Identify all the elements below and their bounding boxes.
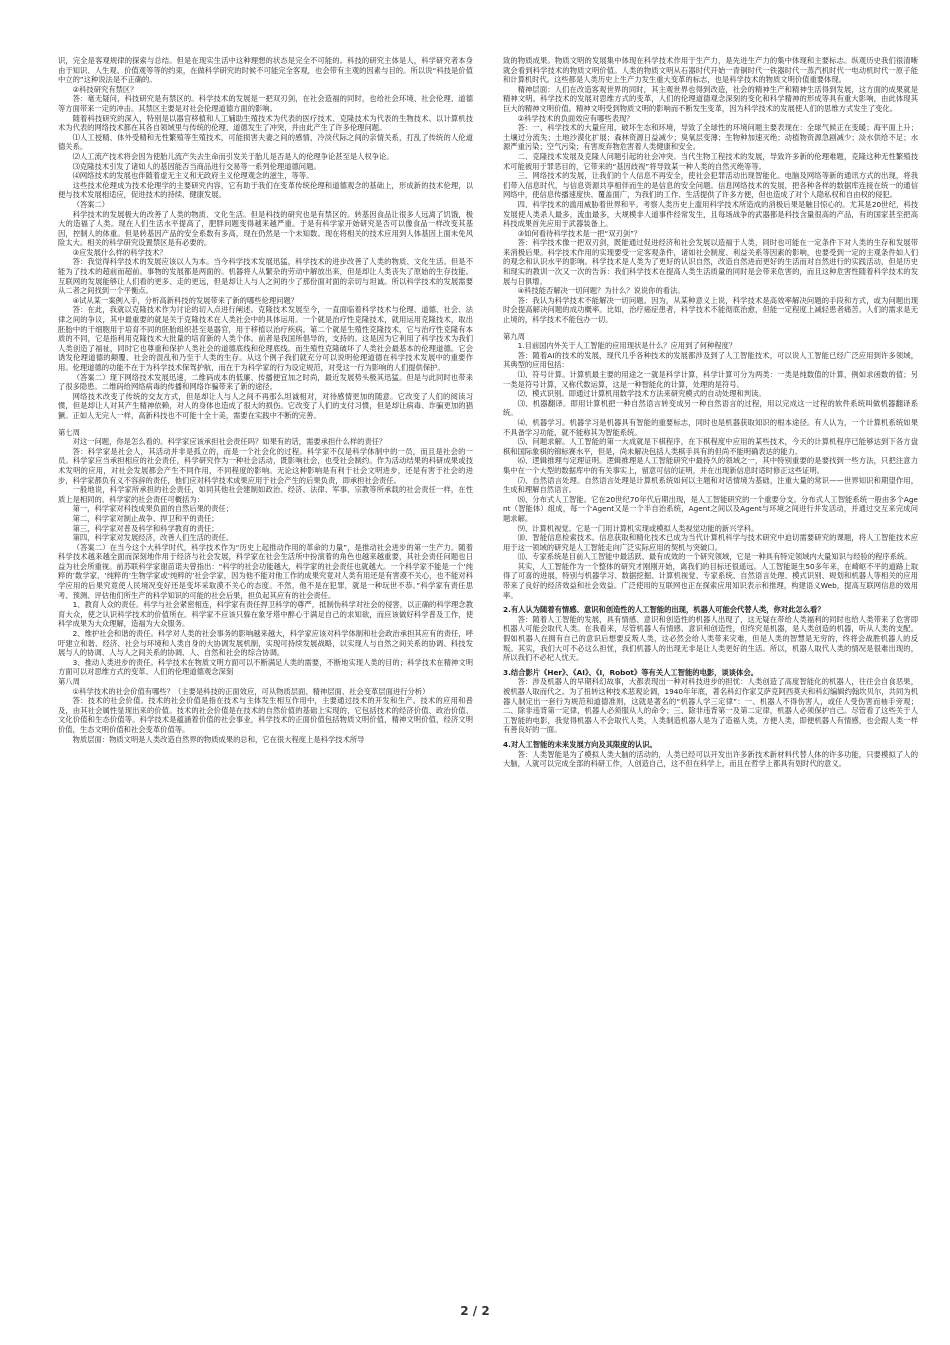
paragraph: 四、科学技术的滥用威胁着世界和平。考察人类历史上滥用科学技术所造成的消极后果是触目惊心的。尤其是20世纪，科技发展使人类杀人最多，流血最多，大规模非人道事件经常发生，且每场战争的武器都是科技含量很高的产品，有的国家甚至把高科技成果首先应用于武器装备上。: [503, 199, 918, 229]
paragraph: 第三，科学家对普及科学和科学教育的责任；: [72, 523, 219, 533]
paragraph: ⑽、智能信息检索技术。信息获取和精化技术已成为当代计算机科学与技术研究中迫切需要研究的课题，将人工智能技术应用于这一领域的研究是人工智能走向广泛实际应用的契机与突破口。: [503, 533, 918, 552]
paragraph: ⑷、机器学习。机器学习是机器具有智能的重要标志，同时也是机器获取知识的根本途径。有人认为，一个计算机系统如果不具备学习功能，就不能称其为智能系统。: [503, 417, 918, 437]
paragraph: （答案二）: [72, 199, 110, 209]
paragraph: 对这一问题，你是怎么看的。科学家应该承担社会责任吗？如果有的话，需要承担什么样的责任？: [72, 437, 387, 447]
paragraph: ⑺、自然语言处理。自然语言处理是计算机系统如何以主题和对话情境为基础，注重大量的常识——世界知识和期望作用，生成和理解自然语言。: [503, 475, 918, 495]
paragraph: 2、维护社会和谐的责任。科学对人类的社会事务的影响越来越大，科学家应该对科学体制和社会政治承担其应有的责任，呼吁建立和谐、经济、社会与环境和人类自身的大协调发展机制，实现可持续发展战略，以实现人与自然之间关系的协调、科技发展与人的协调、人与人之间关系的协调、人、自然和社会的综合协调。: [58, 629, 473, 658]
paragraph: 答：技术的社会价值。技术的社会价值是指在技术与主体发生相互作用中，主要通过技术的开发和生产、技术的应用和普及，由其社会属性显现出来的价值。技术的社会价值是在技术的自然价值的基础上实现的，它包括技术的经济价值、政治价值、文化价值和生态价值等。科学技术是蕴涵着价值的社会事业，科学技术的正面价值包括物质文明价值，精神文明价值，经济文明价值，生态文明价值和社会变革价值等。: [58, 696, 473, 734]
paragraph: 致的物质成果。物质文明的发展集中体现在科学技术作用于生产力，是先进生产力的集中体现和主要标志。纵观历史我们很清晰就会看到科学技术的物质文明价值。人类的物质文明从石器时代开始一青铜时代一铁器时代一蒸汽机时代一电动机时代一原子能和计算机时代。这些都是人类历史上生产力发生重大变革的标志，也是科学技术的物质文明价值重要体现。: [503, 56, 918, 85]
paragraph: ⑹、逻辑推理与定理证明。逻辑推理是人工智能研究中最持久的领域之一，其中特别重要的是要找到一些方法，只把注意力集中在一个大型的数据库中的有关事实上，留意可信的证明，并在出现新信息时适时修正这些证明。: [503, 456, 918, 475]
section-gap: [503, 325, 918, 332]
paragraph: 答：在此，我就以克隆技术作为讨论的切入点进行阐述。克隆技术发展至今，一直面临着科学技术与伦理、道德、社会、法律之间的争议，其中最重要的就是关于克隆技术在人类社会中的具体运用。一个就是治疗性克隆技术，就用运用克隆技术，取出胚胎中的干细胞用于培育不同的胚胎组织甚至是器官，用于移植以治疗疾病。第二个就是生殖性克隆技术，它与治疗性克隆有本质的不同，它是指利用克隆技术大批量的培育新的人类个体。前者是我国所倡导的，支持的。这是因为它利用了科学技术为我们人类创造了福祉，同时它也尊重和保护人类社会的道德底线和伦理底线。而生殖性克隆破坏了人类社会最基本的伦理道德。它会诱发伦理道德的颠覆、社会的混乱和乃至于人类的生存。从这个例子我们就充分可以说明伦理道德在科学技术发展中的重要作用。伦理道德的功能不在于为科学技术保驾护航，而在于为科学家的行为设定规范，对受这一行为影响的人们提供保护。: [58, 305, 473, 372]
paragraph: 1.目前国内外关于人工智能的应用现状是什么？应用到了何种程度？: [517, 341, 737, 351]
paragraph: ①科学技术的社会价值有哪些？（主要是科技的正面效应，可从物质层面、精神层面、社会变革层面进行分析）: [72, 686, 430, 696]
paragraph: 答：随着人工智能的发展，具有情感、意识和创造性的机器人出现了，这无疑在带给人类福利的同时也给人类带来了危害即机器人可能会取代人类。在我看来，尽管机器人有情感、意识和创造性，但终究是机器，是人类创造的机器，听从人类的支配。假如机器人在拥有自己的意识后想要反叛人类，这必然会给人类带来灾难，但是人类的智慧是无穷的，终将会战胜机器人的反叛。其实，我们大可不必这么担忧，我们机器人的出现无非是让人类更好的生活。所以，机器人取代人类的情况是很难出现的，所以我们不必杞人忧天。: [503, 614, 918, 663]
paragraph: 答：人类智能是为了模拟人类大脑的活动的，人类已经可以开发出许多新技术新材料代替人体的许多功能，只要模拟了人的大脑，人就可以完成全部的科研工作，人创造自己，这不但在科学上，而且在哲学上都具有划时代的意义。: [503, 749, 918, 769]
paragraph: ⑵人工流产技术将会因为使胎儿流产失去生命而引发关于胎儿是否是人的伦理争论甚至是人权争论。: [72, 151, 394, 161]
left-column: [58, 56, 473, 744]
page-number: 2 / 2: [460, 1304, 490, 1318]
paragraph: 答：随着AI的技术的发展，现代几乎各种技术的发展都涉及到了人工智能技术，可以说人工智能已经广泛应用到许多领域，其典型的应用包括：: [503, 350, 918, 370]
question-heading: 3.结合影片《Her》、《AI》、《I，Robot》等有关人工智能的电影，谈谈体会。: [503, 667, 758, 677]
paragraph: 答：科学家是社会人，其活动并非是孤立的，而是一个社会化的过程。科学家不仅是科学体制中的一员，而且是社会的一员。科学家应当承担相应的社会责任，科学研究作为一种社会活动，既影响社会，也受社会制约。作为活动结果的科研成果或技术发明的应用，对社会发展都会产生不同作用，不同程度的影响。无论这种影响是有利于社会文明进步，还是有害于社会的进步，科学家都负有义不容辞的责任，他们应对科学技术成果应用于社会产生的后果负责，即承担社会责任。: [58, 446, 473, 485]
paragraph: ③如何看待科学技术是一把“双刃剑”？: [517, 228, 642, 238]
paragraph: ③应发展什么样的科学技术？: [72, 247, 167, 257]
paragraph: 精神层面：人们在改造客观世界的同时，其主观世界也得到改造，社会的精神生产和精神生活得到发展，这方面的成果就是精神文明。科学技术的发展对思维方式的变革，人们的伦理道德观念深刻的变化和科学精神的形成等具有重大影响，由此体现其巨大的精神文明价值。精神文明受到物质文明的影响而不断发生变革，因为科学技术的发展使人们的思维方式发生了变化。: [503, 84, 918, 113]
paragraph: 第四，科学家对发展经济，改善人们生活的责任。: [72, 533, 234, 543]
paragraph: ⑴人工授精、体外受精和无性繁殖等生殖技术，可能损害夫妻之间的感情，冷淡代际之间的亲情关系，打乱了传统的人伦道德关系。: [58, 132, 473, 152]
paragraph: 识，完全是客观规律的探索与总结。但是在现实生活中这种理想的状态是完全不可能的。科技的研究主体是人，科学研究者本身由于知识、人生观、价值观等等的约束，在做科学研究的时候不可能完全客观，也会带有主观的因素与目的。所以说“科技是价值中立的”这种说法是不正确的。: [58, 56, 473, 85]
paragraph: ⑶、机器翻译。即用计算机把一种自然语言转变成另一种自然语言的过程，用以完成这一过程的软件系统叫做机器翻译系统。: [503, 398, 918, 418]
paragraph: 3、推动人类进步的责任。科学技术在物质文明方面可以不断满足人类的需要，不断地实现人类的目的；科学技术在精神文明方面可以对思维方式的变革、人们的伦理道德观念深刻: [58, 657, 473, 677]
paragraph: 网络技术改变了传统的交友方式，但是却让人与人之间不再那么坦诚相对，对待感情更加的随意。它改变了人们的阅读习惯，但是却让人对其产生精神依赖，对人的身体也造成了很大的损伤。它改变了人们的支付习惯，但是却让病毒、诈骗更加的猖獗。正如人无完人一样，高新科技也不可能十全十美，需要在实践中不断的完善。: [58, 391, 473, 420]
paragraph: ⑻、分布式人工智能。它在20世纪70年代后期出现，是人工智能研究的一个重要分支。分布式人工智能系统一般由多个Agent（智能体）组成，每一个Agent又是一个半自治系统，Agent之间以及Agent与环境之间进行并发活动，并通过交互来完成问题求解。: [503, 494, 918, 523]
paragraph: 随着科技研究的深入，特别是以器官移植和人工辅助生殖技术为代表的医疗技术、克隆技术为代表的生物技术、以计算机技术为代表的网络技术都在其各自领域里与传统的伦理、道德发生了冲突，并由此产生了许多伦理问题。: [58, 113, 473, 133]
question-heading: 4.对人工智能的未来发展方向及其限度的认识。: [503, 739, 657, 749]
paragraph: 答：科学技术像一把双刃剑，既能通过促进经济和社会发展以造福于人类，同时也可能在一定条件下对人类的生存和发展带来消极后果。科学技术作用的实现要受一定客观条件，诸如社会制度、利益关系等因素的影响，也要受到一定的主观条件如人们的观念和认识水平的影响。科学技术是人类为了更好的认识自然，改造自然进而更好的生活而对自然进行的实践活动，但是历史和现实的教训一次又一次的告诉：我们科学技术在提高人类生活质量的同时是会带来危害的，而且这种危害性随着科学技术的发展与日俱增。: [503, 238, 918, 286]
question-heading: 2.有人认为随着有情感、意识和创造性的人工智能的出现，机器人可能会代替人类，你对此怎么看？: [503, 605, 825, 615]
paragraph: ②科学技术的负面效应有哪些表现？: [517, 113, 634, 123]
paragraph: ⑼、计算机视觉。它是一门用计算机实现或模拟人类视觉功能的新兴学科。: [517, 523, 759, 533]
paragraph: （答案二）现下网络技术发展迅速，二维码成本的低廉、传播便宜加之时尚，最近发展势头极其迅猛。但是与此同时也带来了很多隐患。二维码给网络病毒的传播和网络诈骗带来了新的途径。: [58, 372, 473, 392]
paragraph: 第九周: [503, 331, 525, 341]
paragraph: ⑶克隆技术引发了诸如人的基因能否当商品进行交易等一系列伦理道德问题。: [72, 161, 321, 171]
paragraph: 第一，科学家对科技成果负面的自然后果的责任；: [72, 504, 234, 514]
paragraph: 三、网络技术的发展，让我们的个人信息不再安全，使社会犯罪活动出现智能化。电脑及网络等新的通讯方式的出现，将我们带入信息时代，与信息资源共享相伴而生的是信息的安全问题。信息网络技术的发展，把各种各样的数据库连接在统一的通信网络中，使信息传播速度快、覆盖面广，为我们的工作、生活提供了许多方便，但也造成了对个人隐私权和自由权的侵犯。: [503, 171, 918, 200]
paragraph: 1、教育人众的责任。科学与社会紧密相连，科学家有责任捍卫科学的尊严，抵制伪科学对社会的侵害，以正确的科学理念教育大众，使之认识科学技术的价值所在。科学家不应该只躲在象牙塔中醉心于满足自己的求知欲，而应该做好科学普及工作，使科学成果为大众理解，造福为大众服务。: [58, 600, 473, 629]
paragraph: ⑾、专家系统是目前人工智能中最活跃、最有成效的一个研究领域，它是一种具有特定领域内大量知识与经验的程序系统。: [517, 552, 912, 562]
paragraph: 这些技术伦理成为技术伦理学的主要研究内容，它有助于我们在变革传统伦理和道德观念的基础上，形成新的技术伦理，以便与技术发展相适应，促进技术的持续、健康发展。: [58, 180, 473, 200]
paragraph: 第八周: [58, 677, 80, 686]
section-gap: [58, 421, 473, 428]
paragraph: ⑸、问题求解。人工智能的第一大成就是下棋程序，在下棋程度中应用的某些技术，今天的计算机程序已能够达到下各方盘棋和国际象棋的锦标赛水平，但是，尚未解决包括人类棋手具有的但尚不能明确表达的能力。: [503, 437, 918, 456]
paragraph: ⑷网络技术的发展也伴随着虚无主义和无政府主义伦理观念的滋生，等等。: [72, 171, 314, 181]
paragraph: 答：我认为科学技术不能解决一切问题。因为，从某种意义上说，科学技术是高效率解决问题的手段和方式，或为问题出现时会提高解决问题的成功概率。比如，治疗癌症患者，科学技术不能彻底治愈，但能一定程度上减轻患者痛苦。人们的需求是无止境的，科学技术不能包办一切。: [503, 295, 918, 325]
paragraph: 答：一、科学技术的大量应用，破坏生态和环境，导致了全球性的环境问题主要表现在：全球气候正在变暖；海平面上升；土壤过分流失；土地沙漠化扩展；森林资源日益减少；臭氧层变薄；生物种加速灭绝；动植物资源急剧减少；淡水供给不足；水源严重污染；空气污染；有害废弃物危害着人类健康和安全。: [503, 123, 918, 152]
paragraph: ④试从某一案例入手，分析高新科技的发展带来了新的哪些伦理问题？: [72, 295, 299, 305]
paragraph: 科学技术的发展极大的改善了人类的物质、文化生活。但是科技的研究也是有禁区的。转基因食品让很多人远离了饥饿，极大的造福了人类。现在人们生活水平提高了，肥胖问题变得越来越严重。于是有科学家开始研究是否可以像食品一样改变其基因，控制人的体重。但是转基因产品的安全系数有多高，现在仍然是一个未知数。现在将相关的技术应用到人体基因上面未免风险太大。相关的科学研究设置禁区是有必要的。: [58, 209, 473, 248]
paragraph: ⑴、符号计算。计算机最主要的用途之一就是科学计算，科学计算可分为两类：一类是纯数值的计算，例如求函数的值；另一类是符号计算，又称代数运算，这是一种智能化的计算，处理的是符号。: [503, 370, 918, 389]
paragraph: ④科技能否解决一切问题？为什么？说说你的看法。: [517, 286, 685, 296]
paragraph: 物质层面：物质文明是人类改造自然界的物质成果的总和，它在很大程度上是科学技术所导: [72, 734, 365, 744]
paragraph: 其实，人工智能作为一个整体的研究才刚刚开始，离我们的目标还很遥远。人工智能诞生50多年来，在崎岖不平的道路上取得了可喜的进展，特别与机器学习、数据挖掘、计算机视觉、专家系统、自然语言处理、模式识别、规划和机器人等相关的应用带来了良好的经济效益和社会效益。广泛使用的互联网也正在探索应用知识表示和推理，构建语义Web，提高互联网信息的效用率。: [503, 561, 918, 600]
paragraph: 答：涉及机器人的早期科幻故事，大都表现出一种对科技进步的担忧：人类创造了高度智能化的机器人，往往会自食恶果，被机器人取而代之。为了扭转这种技术悲观论调，1940年年底，著名科幻作家艾萨克阿西莫夫和科幻编辑约翰坎贝尔，共同为机器人制定出一套行为规范和道德准则，这就是著名的“机器人学三定律”：一、机器人不得伤害人，或任人受伤害而袖手旁观；二、除非违背第一定律，机器人必须服从人的命令；三、除非违背第一及第二定律，机器人必须保护自己。尽管看了这些关于人工智能的电影，我觉得机器人不会取代人类，人类制造机器人是为了造福人类，方便人类，即便机器人有情感，也会跟人类一样有善良好的一面。: [503, 677, 918, 735]
paragraph: 第二，科学家对制止战争、捍卫和平的责任；: [72, 513, 219, 523]
paragraph: 一般地说，科学家所承担的社会责任，如同其他社会建制如政治、经济、法律、军事、宗教等所承载的社会责任一样，在性质上是相同的。科学家的社会责任可概括为：: [58, 485, 473, 504]
paragraph: 答：我觉得科学技术的发展应该以人为本。当今科学技术发展迅猛，科学技术的进步改善了人类的物质、文化生活。但是不能为了技术的超前而超前。事物的发展都是两面的。机器将人从繁杂的劳动中解放出来，但是却让人类丧失了原始的生存技能。互联网的发展能够让人们看的更多、走的更远，但是却让人与人之间的少了那份面对面的亲切与坦诚。所以科学技术的发展需要从二者之间找到一个平衡点。: [58, 257, 473, 296]
paragraph: 二、克隆技术发展及克隆人问题引起的社会冲突。当代生物工程技术的发展，导致许多新的伦理难题，克隆这种无性繁殖技术可能被用于罪恶目的，它带来的“基因歧视”将导致某一种人类的自然灭绝等等。: [503, 151, 918, 171]
paragraph: 第七周: [58, 427, 80, 437]
paragraph: ②科技研究有禁区？: [72, 84, 138, 94]
paragraph: ⑵、模式识别。即通过计算机用数学技术方法来研究模式的自动处理和判读。: [517, 389, 766, 399]
paragraph: （答案二）在当今这个大科学时代，科学技术作为“历史上起推动作用的革命的力量”，是推动社会进步的第一生产力。随着科学技术越来越全面而深刻地作用于经济与社会发展，科学家在社会生活所中扮演着的角色也越来越重要，其社会责任问题也日益为社会所重视。前苏联科学家谢苗诺夫曾指出：“科学的社会功能越大，科学家的社会责任也就越大。一个科学家不能是一个‘纯粹的’数学家、‘纯粹的’生物学家或‘纯粹的’社会学家，因为他不能对他工作的成果究竟对人类有用还是有害漠不关心，也不能对科学应用的后果究竟使人民境况变好还是变坏采取漠不关心的态度。不然，他不是在犯罪，就是一种玩世不恭。”科学家有责任思考、预测、评估他们所生产的科学知识的可能的社会后果，担负起其应有的社会责任。: [58, 542, 473, 600]
right-column: [503, 56, 918, 769]
paragraph: 答：毫无疑问，科技研究是有禁区的。科学技术的发展是一把双刃剑，在社会造福的同时，也给社会环境、社会伦理、道德等方面带来一定的冲击。其禁区主要是对社会伦理道德方面的影响。: [58, 94, 473, 113]
